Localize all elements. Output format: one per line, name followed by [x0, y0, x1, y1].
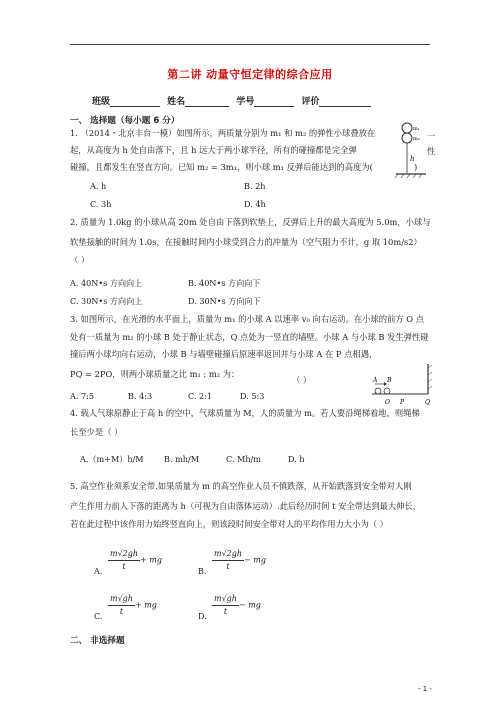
id-label: 学号: [236, 97, 255, 107]
q3-formula: PQ = 2PO，则两小球质量之比 m₁ : m₂ 为：: [70, 369, 240, 379]
student-info-line: [92, 94, 375, 107]
q4-line2: 长至少是（ ）: [70, 427, 123, 437]
q1-ball-m1: [402, 123, 412, 133]
q4-line1: 4. 载人气球原静止于高 h 的空中，气球质量为 M，人的质量为 m。若人要沿绳梯着地，则绳梯: [70, 408, 420, 418]
page-title: 第二讲 动量守恒定律的综合应用: [167, 68, 333, 81]
q5-line2: 产生作用力前人下落的距离为 h（可视为自由落体运动）.此后经历时间 t 安全带达到最大伸长，: [70, 501, 422, 511]
q5-b-tail: − mg: [244, 555, 266, 565]
page-number: - 1 -: [418, 685, 432, 693]
q5-c-numerator: m√gh: [108, 593, 135, 606]
q1-line2: 起，从高度为 h 处自由落下，且 h 远大于两小球半径，所有的碰撞都是完全弹: [70, 145, 357, 155]
q1-side-char1: 一: [427, 131, 436, 141]
q2-option-a[interactable]: A. 40N•s 方向向上: [70, 278, 143, 288]
class-label: 班级: [92, 97, 111, 107]
q5-a-numerator: m√2gh: [108, 548, 140, 561]
q4-option-b[interactable]: B. mh/M: [164, 454, 199, 464]
q1-line3: 碰撞，且都发生在竖直方向。已知 m₂ = 3m₁，则小球 m₁ 反弹后能达到的高度为(: [70, 162, 373, 172]
q3-label-o: O: [385, 399, 390, 406]
q3-option-d[interactable]: D. 5:3: [240, 391, 265, 401]
q1-label-m2: m₂: [413, 136, 420, 142]
q5-a-denominator: t: [122, 562, 126, 571]
eval-blank[interactable]: [319, 96, 371, 107]
q2-line3: （ ）: [70, 255, 90, 265]
q5-b-denominator: t: [226, 562, 230, 571]
q5-c-denominator: t: [119, 607, 124, 616]
q2-option-c[interactable]: C. 30N•s 方向向上: [70, 296, 143, 306]
q5-option-c-formula[interactable]: [108, 593, 157, 617]
section-choice-heading: 一、 选择题（每小题 6 分）: [70, 116, 180, 126]
q1-option-a[interactable]: A. h: [90, 181, 107, 191]
q1-option-b[interactable]: B. 2h: [244, 181, 266, 191]
q5-option-d-formula[interactable]: [212, 593, 261, 617]
q2-line2: 软垫接触的时间为 1.0s，在接触时间内小球受到合力的冲量为（空气阻力不计，g 取 10m/s2）: [70, 237, 422, 247]
q2-option-b[interactable]: B. 40N•s 方向向下: [188, 278, 261, 288]
q5-d-numerator: m√gh: [212, 593, 239, 606]
q3-ball-a: [375, 388, 381, 394]
q3-line2: 处有一质量为 m₂ 的小球 B 处于静止状态，Q 点处为一竖直的墙壁。小球 A 与小球 B 发生弹性碰: [70, 332, 429, 342]
q5-option-d-label[interactable]: D.: [198, 611, 207, 621]
q1-figure: [390, 118, 430, 184]
q5-c-tail: + mg: [134, 600, 157, 610]
name-label: 姓名: [167, 97, 186, 107]
q2-line1: 2. 质量为 1.0kg 的小球从高 20m 处自由下落到软垫上，反弹后上升的最大高度为 5.0m，小球与: [70, 217, 431, 227]
q5-d-denominator: t: [223, 607, 228, 616]
q4-option-a[interactable]: A.（m+M）h/M: [80, 454, 144, 464]
q4-option-d[interactable]: D. h: [288, 454, 305, 464]
q1-option-d[interactable]: D. 4h: [244, 199, 266, 209]
q5-option-c-label[interactable]: C.: [94, 611, 103, 621]
eval-label: 评价: [301, 97, 320, 107]
q5-line1: 5. 高空作业须系安全带.如果质量为 m 的高空作业人员不慎跌落，从开始跌落到安全带对人刚: [70, 481, 412, 491]
q5-d-tail: − mg: [238, 600, 261, 610]
q5-option-b-label[interactable]: B.: [198, 566, 207, 576]
section-nonchoice-heading: 二、 非选择题: [70, 636, 125, 646]
q3-option-a[interactable]: A. 7:5: [70, 391, 95, 401]
q3-label-b: B: [387, 377, 392, 384]
id-blank[interactable]: [254, 96, 294, 107]
q1-option-c[interactable]: C. 3h: [90, 199, 112, 209]
q3-label-a: A: [373, 377, 378, 384]
class-blank[interactable]: [110, 96, 160, 107]
q4-option-c[interactable]: C. Mh/m: [226, 454, 261, 464]
q1-label-h: h: [410, 155, 415, 163]
q3-option-c[interactable]: C. 2:1: [188, 391, 213, 401]
name-blank[interactable]: [185, 96, 229, 107]
q5-option-a-label[interactable]: A.: [94, 566, 103, 576]
q3-option-b[interactable]: B. 4:3: [128, 391, 153, 401]
q1-side-char2: 性: [427, 146, 436, 156]
q5-line3: 若在此过程中该作用力始终竖直向上，则该段时间安全带对人的平均作用力大小为（ ）: [70, 519, 388, 529]
q3-line3: 撞后两小球均向右运动，小球 B 与墙壁碰撞后原速率返回并与小球 A 在 P 点相遇，: [70, 349, 378, 359]
q3-label-q: Q: [425, 399, 430, 406]
q1-label-m1: m₁: [413, 126, 420, 132]
q3-answer-paren: （ ）: [292, 375, 312, 385]
header-rule: [70, 44, 430, 45]
q5-option-a-formula[interactable]: [108, 548, 162, 572]
q1-line1: 1. （2014・北京丰台一模）如图所示，两质量分别为 m₁ 和 m₂ 的弹性小球叠放在: [70, 128, 376, 138]
q5-option-b-formula[interactable]: [212, 548, 266, 572]
q5-b-numerator: m√2gh: [212, 548, 244, 561]
q5-a-tail: + mg: [140, 555, 162, 565]
q3-line1: 3. 如图所示，在光滑的水平面上，质量为 m₁ 的小球 A 以速率 v₀ 向右运动。在小球的前方 O 点: [70, 314, 425, 324]
q1-paren-close: ): [414, 162, 418, 172]
q3-label-p: P: [400, 399, 405, 406]
q1-ball-m2: [402, 133, 412, 143]
q3-ball-b: [384, 388, 390, 394]
q2-option-d[interactable]: D. 30N•s 方向向下: [188, 296, 261, 306]
